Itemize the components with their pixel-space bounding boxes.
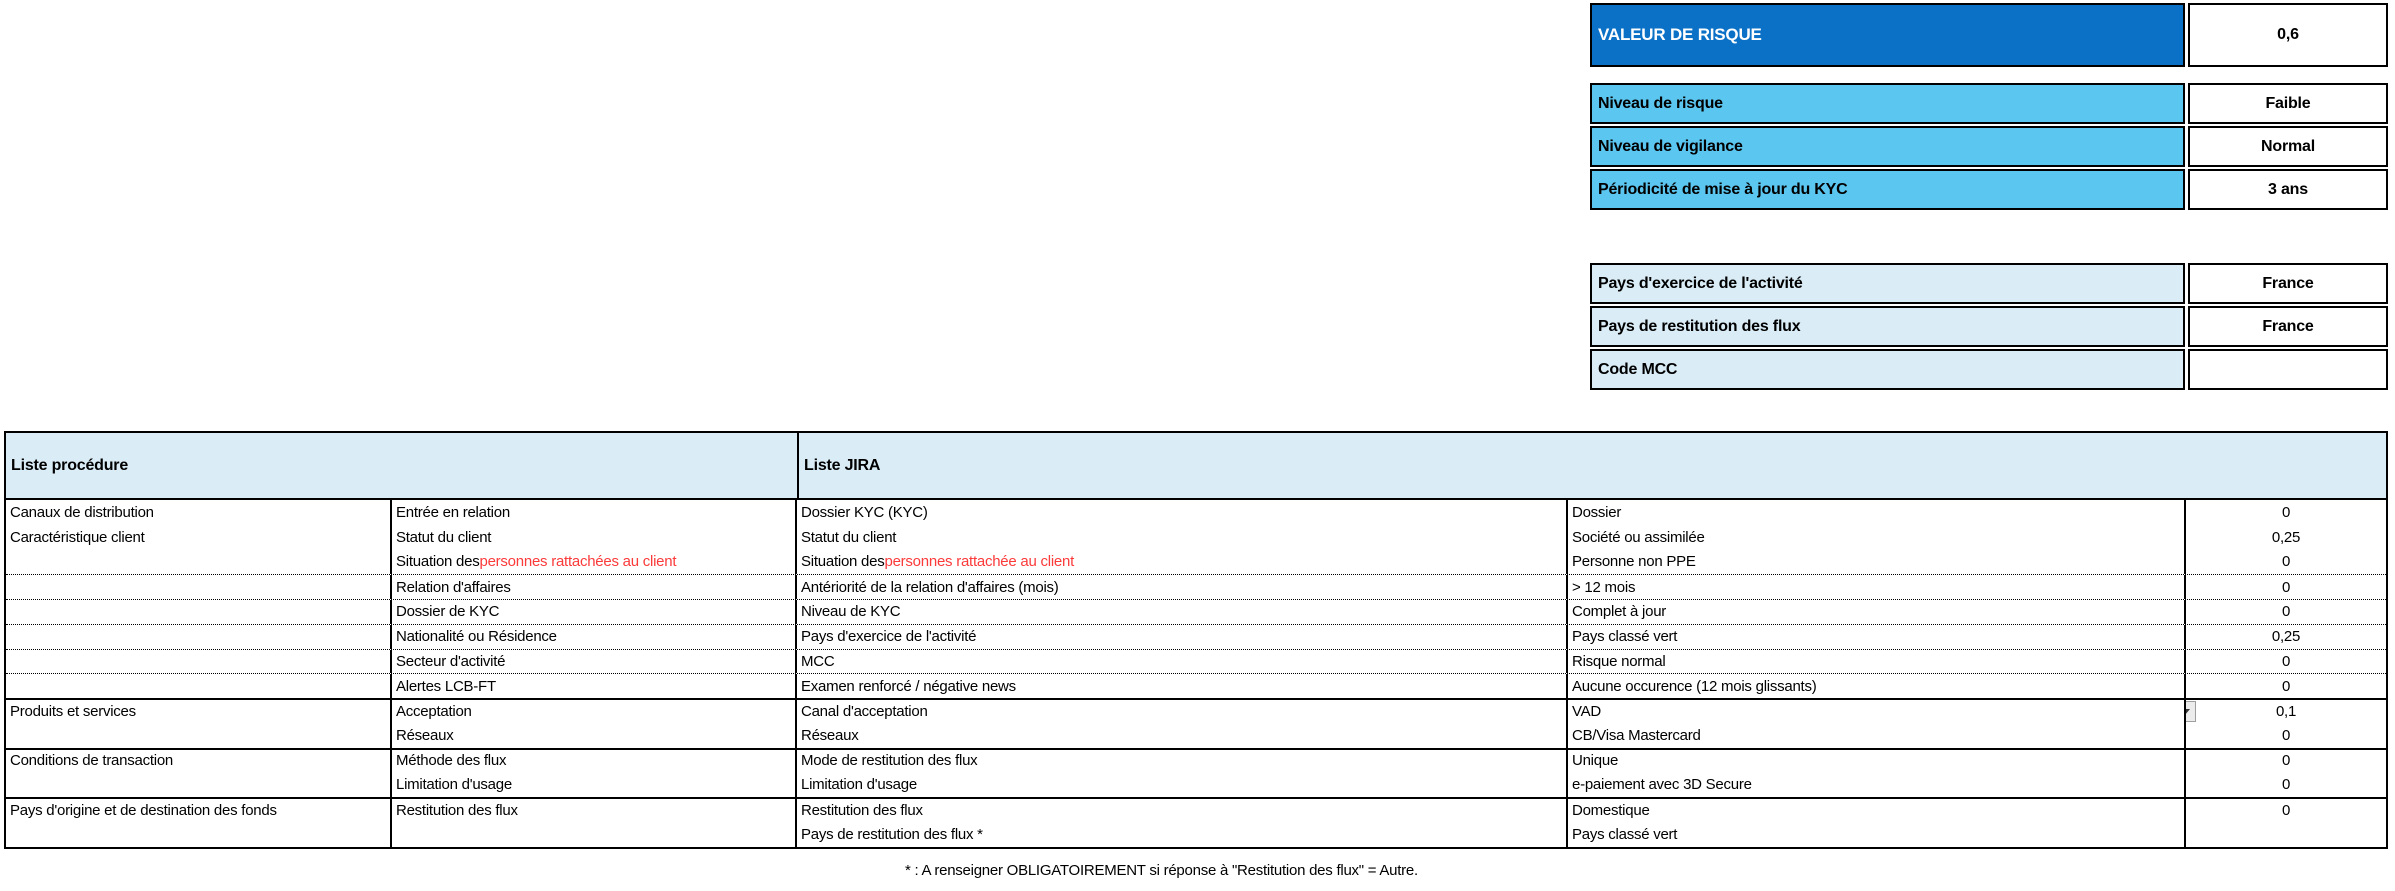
score-cell-text: 0 bbox=[2281, 652, 2291, 670]
risk-value: 0,6 bbox=[2277, 26, 2299, 43]
category-cell[interactable] bbox=[6, 799, 392, 822]
answer-cell-text: VAD bbox=[1572, 702, 1601, 720]
header-liste-procedure[interactable] bbox=[6, 433, 799, 498]
activity-country-value: France bbox=[2262, 274, 2314, 292]
procedure-cell[interactable] bbox=[392, 674, 797, 698]
procedure-cell[interactable] bbox=[392, 600, 797, 624]
jira-cell[interactable] bbox=[797, 772, 1568, 797]
jira-cell[interactable] bbox=[797, 600, 1568, 624]
jira-cell-text: Pays de restitution des flux * bbox=[801, 825, 983, 843]
table-row bbox=[6, 748, 2386, 773]
answer-cell[interactable] bbox=[1568, 700, 2186, 723]
category-cell-text: Caractéristique client bbox=[10, 528, 145, 546]
flux-country-label: Pays de restitution des flux bbox=[1598, 317, 1801, 335]
answer-cell[interactable] bbox=[1568, 772, 2186, 797]
answer-cell-text: > 12 mois bbox=[1572, 578, 1636, 596]
risk-scoring-table bbox=[4, 431, 2388, 849]
header-liste-jira-label: Liste JIRA bbox=[804, 456, 881, 474]
procedure-cell-text: Restitution des flux bbox=[396, 801, 518, 819]
category-cell-text: Pays d'origine et de destination des fonds bbox=[10, 801, 277, 819]
procedure-cell-text: Situation des bbox=[396, 553, 480, 571]
procedure-cell[interactable] bbox=[392, 723, 797, 748]
procedure-cell[interactable] bbox=[392, 500, 797, 525]
table-row bbox=[6, 698, 2386, 723]
score-cell-text: 0 bbox=[2281, 677, 2291, 695]
risk-level-value: Faible bbox=[2265, 94, 2311, 112]
jira-cell-text: Dossier KYC (KYC) bbox=[801, 503, 928, 521]
jira-cell-text: Antériorité de la relation d'affaires (mois) bbox=[801, 578, 1059, 596]
score-cell[interactable] bbox=[2186, 674, 2386, 698]
category-cell[interactable] bbox=[6, 525, 392, 550]
category-cell-text: Canaux de distribution bbox=[10, 503, 154, 521]
flux-country-value: France bbox=[2262, 317, 2314, 335]
jira-cell-text: Pays d'exercice de l'activité bbox=[801, 628, 977, 646]
score-cell[interactable] bbox=[2186, 799, 2386, 822]
jira-cell[interactable] bbox=[797, 799, 1568, 822]
procedure-cell-red-text: personnes rattachées au client bbox=[479, 553, 677, 571]
procedure-cell-text: Statut du client bbox=[396, 528, 492, 546]
table-row bbox=[6, 797, 2386, 822]
category-cell[interactable] bbox=[6, 700, 392, 723]
risk-value-title-cell[interactable] bbox=[1590, 3, 2185, 67]
table-row bbox=[6, 500, 2386, 525]
table-body bbox=[6, 500, 2386, 847]
jira-cell-text: MCC bbox=[801, 652, 835, 670]
table-row bbox=[6, 624, 2386, 649]
score-cell-text: 0 bbox=[2281, 578, 2291, 596]
procedure-cell-text: Nationalité ou Résidence bbox=[396, 628, 557, 646]
jira-cell[interactable] bbox=[797, 500, 1568, 525]
table-row bbox=[6, 723, 2386, 748]
score-cell-text: 0 bbox=[2281, 752, 2291, 770]
score-cell-text: 0 bbox=[2281, 603, 2291, 621]
kyc-period-value: 3 ans bbox=[2268, 180, 2308, 198]
category-cell[interactable] bbox=[6, 650, 392, 674]
score-cell-text: 0 bbox=[2281, 776, 2291, 794]
answer-cell[interactable] bbox=[1568, 550, 2186, 575]
category-cell[interactable] bbox=[6, 625, 392, 649]
answer-cell-text: Unique bbox=[1572, 752, 1619, 770]
score-cell-text: 0,25 bbox=[2271, 528, 2301, 546]
answer-cell[interactable] bbox=[1568, 625, 2186, 649]
vigilance-level-label-cell[interactable] bbox=[1590, 126, 2185, 167]
answer-cell[interactable] bbox=[1568, 575, 2186, 599]
score-cell[interactable] bbox=[2186, 625, 2386, 649]
score-cell[interactable] bbox=[2186, 600, 2386, 624]
jira-cell-text: Restitution des flux bbox=[801, 801, 923, 819]
kyc-period-value-cell[interactable] bbox=[2188, 169, 2388, 210]
table-row bbox=[6, 822, 2386, 847]
jira-cell[interactable] bbox=[797, 625, 1568, 649]
score-cell[interactable] bbox=[2186, 575, 2386, 599]
procedure-cell-text: Acceptation bbox=[396, 702, 472, 720]
category-cell[interactable] bbox=[6, 750, 392, 773]
procedure-cell[interactable] bbox=[392, 575, 797, 599]
vigilance-level-value-cell[interactable] bbox=[2188, 126, 2388, 167]
flux-country-label-cell[interactable] bbox=[1590, 306, 2185, 347]
answer-cell-text: Pays classé vert bbox=[1572, 825, 1678, 843]
table-row bbox=[6, 525, 2386, 550]
answer-cell-text: Société ou assimilée bbox=[1572, 528, 1705, 546]
score-cell[interactable] bbox=[2186, 750, 2386, 773]
score-cell-text: 0,25 bbox=[2271, 628, 2301, 646]
answer-cell-text: Risque normal bbox=[1572, 652, 1666, 670]
answer-cell[interactable] bbox=[1568, 799, 2186, 822]
activity-country-label: Pays d'exercice de l'activité bbox=[1598, 274, 1803, 292]
table-row bbox=[6, 673, 2386, 698]
procedure-cell[interactable] bbox=[392, 525, 797, 550]
risk-level-value-cell[interactable] bbox=[2188, 83, 2388, 124]
jira-cell[interactable] bbox=[797, 700, 1568, 723]
header-liste-jira[interactable] bbox=[799, 433, 2386, 498]
category-cell[interactable] bbox=[6, 500, 392, 525]
answer-cell-text: Personne non PPE bbox=[1572, 553, 1696, 571]
category-cell[interactable] bbox=[6, 772, 392, 797]
score-cell[interactable] bbox=[2186, 525, 2386, 550]
jira-cell[interactable] bbox=[797, 550, 1568, 575]
table-row bbox=[6, 574, 2386, 599]
procedure-cell-text: Relation d'affaires bbox=[396, 578, 511, 596]
category-cell[interactable] bbox=[6, 550, 392, 575]
answer-cell[interactable] bbox=[1568, 723, 2186, 748]
score-cell[interactable] bbox=[2186, 772, 2386, 797]
score-cell-text: 0 bbox=[2281, 801, 2291, 819]
vigilance-level-label: Niveau de vigilance bbox=[1598, 137, 1743, 155]
score-cell-text: 0 bbox=[2281, 726, 2291, 744]
procedure-cell[interactable] bbox=[392, 772, 797, 797]
answer-cell[interactable] bbox=[1568, 650, 2186, 674]
procedure-cell[interactable] bbox=[392, 750, 797, 773]
jira-cell[interactable] bbox=[797, 674, 1568, 698]
footnote: * : A renseigner OBLIGATOIREMENT si réponse à "Restitution des flux" = Autre. bbox=[905, 862, 1418, 879]
answer-cell-text: e-paiement avec 3D Secure bbox=[1572, 776, 1752, 794]
answer-cell-text: Pays classé vert bbox=[1572, 628, 1678, 646]
mcc-code-label-cell[interactable] bbox=[1590, 349, 2185, 390]
jira-cell-red-text: personnes rattachée au client bbox=[884, 553, 1075, 571]
jira-cell[interactable] bbox=[797, 723, 1568, 748]
table-row bbox=[6, 649, 2386, 674]
procedure-cell[interactable] bbox=[392, 650, 797, 674]
procedure-cell-text: Réseaux bbox=[396, 726, 454, 744]
jira-cell[interactable] bbox=[797, 822, 1568, 847]
jira-cell-text: Niveau de KYC bbox=[801, 603, 901, 621]
procedure-cell-text: Dossier de KYC bbox=[396, 603, 500, 621]
mcc-code-label: Code MCC bbox=[1598, 360, 1678, 378]
risk-level-panel bbox=[1590, 83, 2388, 212]
category-cell[interactable] bbox=[6, 674, 392, 698]
table-header-row bbox=[6, 433, 2386, 500]
jira-cell-text: Mode de restitution des flux bbox=[801, 752, 978, 770]
jira-cell-text: Situation des bbox=[801, 553, 885, 571]
procedure-cell-text: Alertes LCB-FT bbox=[396, 677, 496, 695]
jira-cell[interactable] bbox=[797, 750, 1568, 773]
jira-cell-text: Examen renforcé / négative news bbox=[801, 677, 1016, 695]
category-cell[interactable] bbox=[6, 575, 392, 599]
activity-country-label-cell[interactable] bbox=[1590, 263, 2185, 304]
risk-value-title: VALEUR DE RISQUE bbox=[1598, 25, 1762, 44]
jira-cell[interactable] bbox=[797, 575, 1568, 599]
answer-cell-text: Dossier bbox=[1572, 503, 1622, 521]
dropdown-button[interactable] bbox=[2186, 701, 2196, 722]
answer-cell[interactable] bbox=[1568, 674, 2186, 698]
procedure-cell-text: Entrée en relation bbox=[396, 503, 510, 521]
score-cell[interactable] bbox=[2186, 723, 2386, 748]
kyc-period-label-cell[interactable] bbox=[1590, 169, 2185, 210]
chevron-down-icon bbox=[2186, 709, 2190, 715]
category-cell[interactable] bbox=[6, 600, 392, 624]
answer-cell-text: Domestique bbox=[1572, 801, 1650, 819]
jira-cell-text: Limitation d'usage bbox=[801, 776, 917, 794]
answer-cell[interactable] bbox=[1568, 600, 2186, 624]
score-cell-text: 0 bbox=[2281, 553, 2291, 571]
risk-level-label-cell[interactable] bbox=[1590, 83, 2185, 124]
score-cell[interactable] bbox=[2186, 650, 2386, 674]
category-cell[interactable] bbox=[6, 723, 392, 748]
category-cell-text: Produits et services bbox=[10, 702, 136, 720]
procedure-cell[interactable] bbox=[392, 822, 797, 847]
risk-level-label: Niveau de risque bbox=[1598, 94, 1723, 112]
score-cell[interactable] bbox=[2186, 700, 2386, 723]
jira-cell-text: Statut du client bbox=[801, 528, 897, 546]
header-liste-procedure-label: Liste procédure bbox=[11, 456, 129, 474]
activity-country-value-cell[interactable] bbox=[2188, 263, 2388, 304]
risk-value-panel bbox=[1590, 3, 2388, 69]
score-cell[interactable] bbox=[2186, 550, 2386, 575]
answer-cell[interactable] bbox=[1568, 500, 2186, 525]
category-cell[interactable] bbox=[6, 822, 392, 847]
jira-cell[interactable] bbox=[797, 525, 1568, 550]
answer-cell[interactable] bbox=[1568, 750, 2186, 773]
score-cell[interactable] bbox=[2186, 822, 2386, 847]
score-cell-text: 0 bbox=[2281, 503, 2291, 521]
country-panel bbox=[1590, 263, 2388, 392]
score-cell[interactable] bbox=[2186, 500, 2386, 525]
flux-country-value-cell[interactable] bbox=[2188, 306, 2388, 347]
procedure-cell[interactable] bbox=[392, 700, 797, 723]
risk-value-cell[interactable] bbox=[2188, 3, 2388, 67]
answer-cell[interactable] bbox=[1568, 525, 2186, 550]
jira-cell-text: Canal d'acceptation bbox=[801, 702, 928, 720]
category-cell-text: Conditions de transaction bbox=[10, 752, 174, 770]
procedure-cell-text: Secteur d'activité bbox=[396, 652, 506, 670]
table-row bbox=[6, 599, 2386, 624]
procedure-cell[interactable] bbox=[392, 799, 797, 822]
procedure-cell-text: Méthode des flux bbox=[396, 752, 507, 770]
procedure-cell[interactable] bbox=[392, 550, 797, 575]
table-row bbox=[6, 772, 2386, 797]
table-row bbox=[6, 550, 2386, 575]
score-cell-text: 0,1 bbox=[2275, 702, 2297, 720]
procedure-cell[interactable] bbox=[392, 625, 797, 649]
kyc-period-label: Périodicité de mise à jour du KYC bbox=[1598, 180, 1848, 198]
answer-cell-text: Complet à jour bbox=[1572, 603, 1667, 621]
answer-cell-text: CB/Visa Mastercard bbox=[1572, 726, 1701, 744]
procedure-cell-text: Limitation d'usage bbox=[396, 776, 512, 794]
jira-cell-text: Réseaux bbox=[801, 726, 859, 744]
vigilance-level-value: Normal bbox=[2261, 137, 2315, 155]
answer-cell-text: Aucune occurence (12 mois glissants) bbox=[1572, 677, 1817, 695]
answer-cell[interactable] bbox=[1568, 822, 2186, 847]
mcc-code-value-cell[interactable] bbox=[2188, 349, 2388, 390]
jira-cell[interactable] bbox=[797, 650, 1568, 674]
